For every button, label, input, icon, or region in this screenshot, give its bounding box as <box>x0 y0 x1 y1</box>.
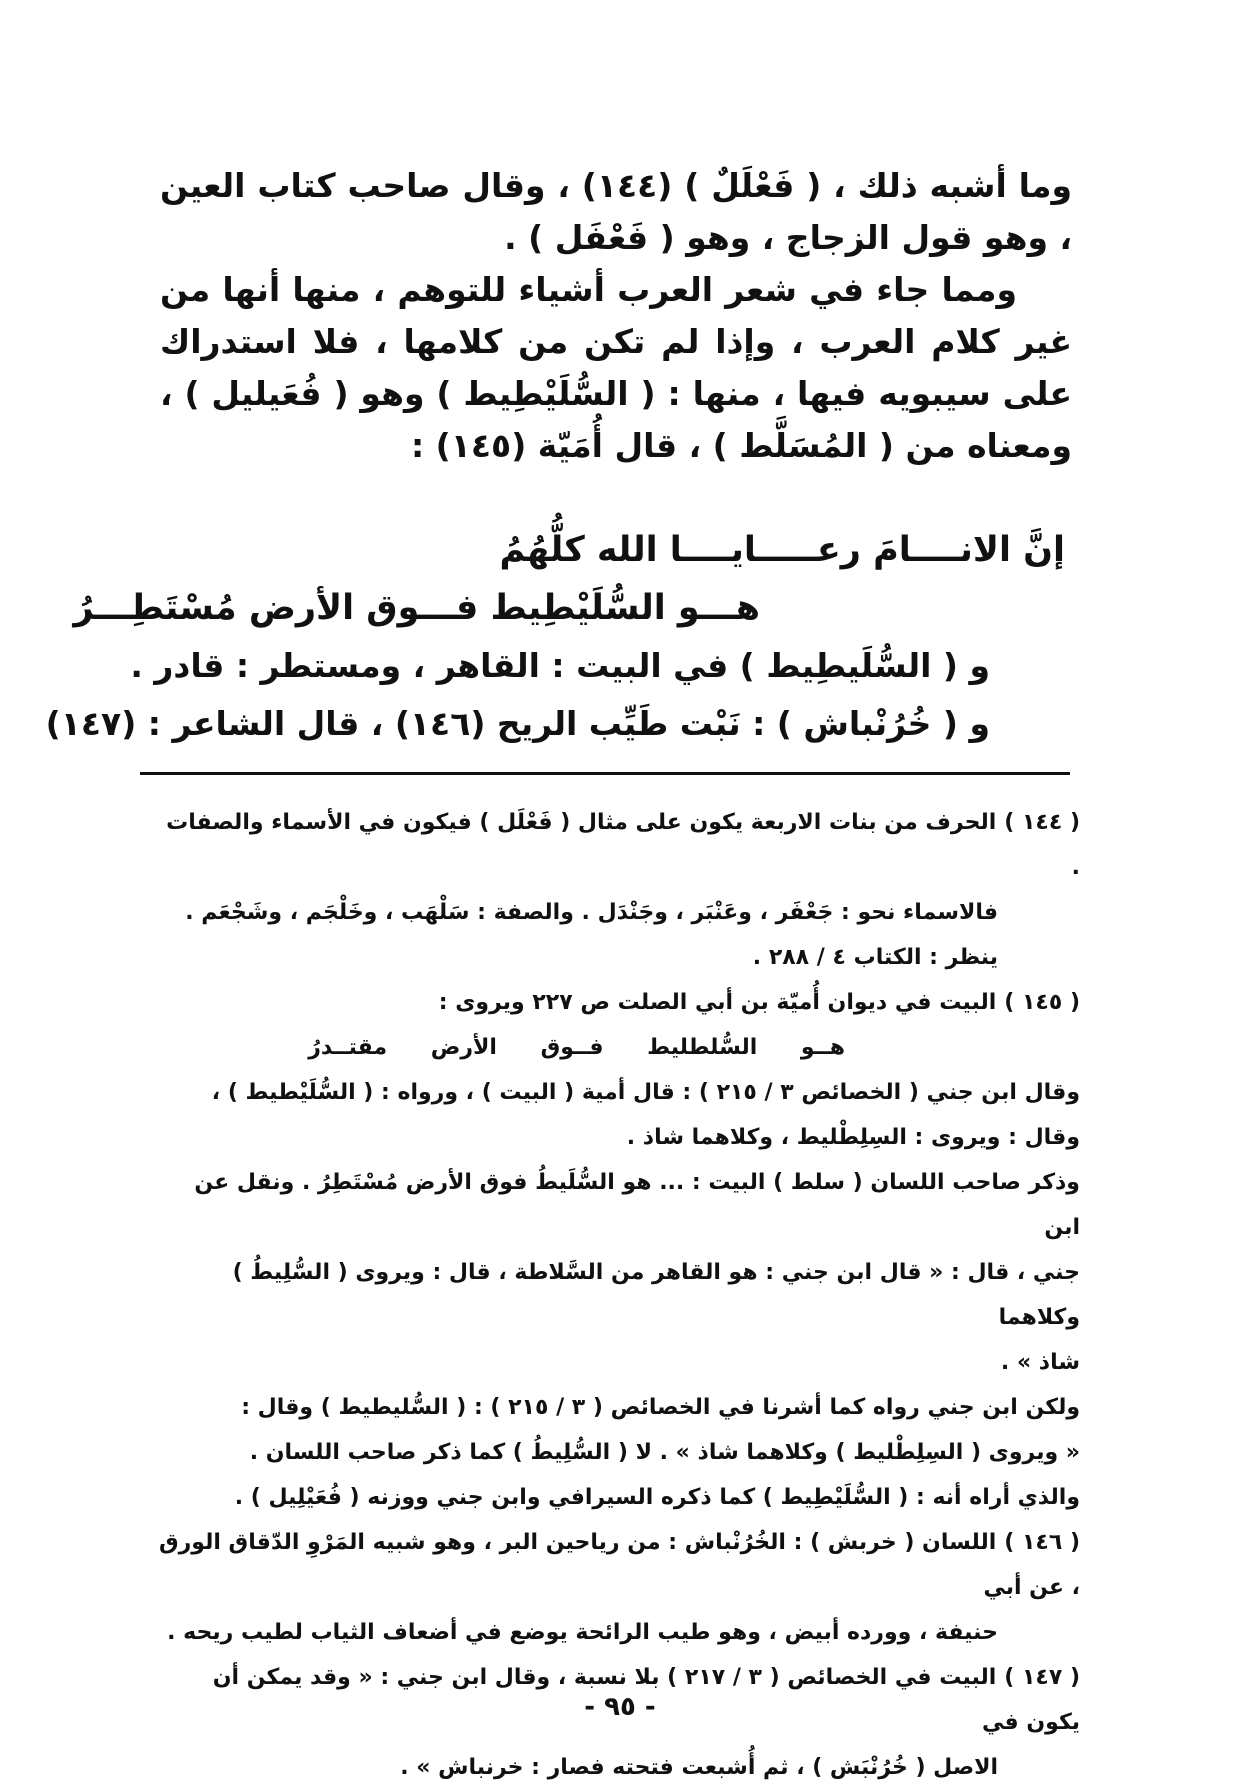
footnote-145-verse: هــو السُّلطليط فــوق الأرض مقتــدرُ <box>308 1035 845 1060</box>
verse-hemistich-2: هـــو السُّلَيْطِيط فـــوق الأرض مُسْتَطِـــرُ <box>73 588 760 628</box>
verse-hemistich-1: إنَّ الانــــامَ رعـــــايــــا الله كلُّهُمُ <box>499 530 1065 570</box>
page-number: - ٩٥ - <box>584 1692 656 1722</box>
footnote-text: الحرف من بنات الاربعة يكون على مثال ( فَعْلَل ) فيكون في الأسماء والصفات . <box>166 810 1080 880</box>
explanation-line-1: و ( السُّلَيطِيط ) في البيت : القاهر ، ومستطر : قادر . <box>130 646 990 685</box>
footnote-144-line-3: ينظر : الكتاب ٤ / ٢٨٨ . <box>752 945 998 970</box>
footnote-number: ( ١٤٥ ) <box>1004 990 1080 1015</box>
explanation-line-2: و ( خُرُنْباش ) : نَبْت طَيِّب الريح (١٤٦) ، قال الشاعر : (١٤٧) <box>45 704 990 743</box>
footnote-145 <box>155 980 1080 1025</box>
footnote-145-line-3: وقال : ويروى : السِلِطْليط ، وكلاهما شاذ . <box>626 1125 1080 1150</box>
footnote-145-line-2: وقال ابن جني ( الخصائص ٣ / ٢١٥ ) : قال أمية ( البيت ) ، ورواه : ( السُّلَيْطيط ) ، <box>211 1080 1080 1105</box>
footnote-text: البيت في ديوان أُميّة بن أبي الصلت ص ٢٢٧ ويروى : <box>438 990 997 1015</box>
footnote-separator <box>140 772 1070 775</box>
footnote-145-line-8: « ويروى ( السِلِطْليط ) وكلاهما شاذ » . لا ( السُّلِيطُ ) كما ذكر صاحب اللسان . <box>249 1440 1080 1465</box>
footnote-146-line-2: حنيفة ، وورده أبيض ، وهو طيب الرائحة يوضع في أضعاف الثياب لطيب ريحه . <box>167 1620 998 1645</box>
footnote-text: البيت في الخصائص ( ٣ / ٢١٧ ) بلا نسبة ، وقال ابن جني : « وقد يمكن أن يكون في <box>212 1665 1080 1735</box>
footnote-text: اللسان ( خربش ) : الخُرُنْباش : من رياحين البر ، وهو شبيه المَرْوِ الدّقاق الورق ، عن أبي <box>158 1530 1080 1600</box>
footnote-number: ( ١٤٦ ) <box>1004 1530 1080 1555</box>
main-text <box>160 160 1072 472</box>
footnote-145-line-7: ولكن ابن جني رواه كما أشرنا في الخصائص ( ٣ / ٢١٥ ) : ( السُّليطيط ) وقال : <box>241 1395 1080 1420</box>
footnote-number: ( ١٤٤ ) <box>1004 810 1080 835</box>
footnotes <box>155 800 1080 1790</box>
footnote-145-line-9: والذي أراه أنه : ( السُّلَيْطِيط ) كما ذكره السيرافي وابن جني ووزنه ( فُعَيْلِيل ) . <box>234 1485 1080 1510</box>
footnote-146 <box>155 1520 1080 1610</box>
footnote-145-line-4: وذكر صاحب اللسان ( سلط ) البيت : ... هو السُّلَيطُ فوق الأرض مُسْتَطِرُ . ونقل عن ابن <box>194 1170 1080 1240</box>
footnote-145-line-5: جني ، قال : « قال ابن جني : هو القاهر من السَّلاطة ، قال : ويروى ( السُّلِيطُ ) وكلاهما <box>232 1260 1080 1330</box>
footnote-144-line-2: فالاسماء نحو : جَعْفَر ، وعَنْبَر ، وجَنْدَل . والصفة : سَلْهَب ، وخَلْجَم ، وشَجْعَم . <box>185 900 998 925</box>
paragraph-2: ومما جاء في شعر العرب أشياء للتوهم ، منها أنها من غير كلام العرب ، وإذا لم تكن من كلامها ، فلا استدراك على سيبويه فيها ، منها : ( السُّلَيْطِيط ) وهو ( فُعَيليل ) ، ومعناه من ( المُسَلَّط ) ، قال أُمَيّة (١٤٥) : <box>160 270 1072 465</box>
paragraph-1: وما أشبه ذلك ، ( فَعْلَلٌ ) (١٤٤) ، وقال صاحب كتاب العين ، وهو قول الزجاج ، وهو ( فَعْفَل ) . <box>160 166 1072 257</box>
footnote-number: ( ١٤٧ ) <box>1004 1665 1080 1690</box>
footnote-145-line-6: شاذ » . <box>1000 1350 1080 1375</box>
footnote-144 <box>155 800 1080 890</box>
footnote-147-line-2: الاصل ( خُرُنْبَش ) ، ثم أُشبعت فتحته فصار : خرنباش » . <box>400 1755 998 1780</box>
